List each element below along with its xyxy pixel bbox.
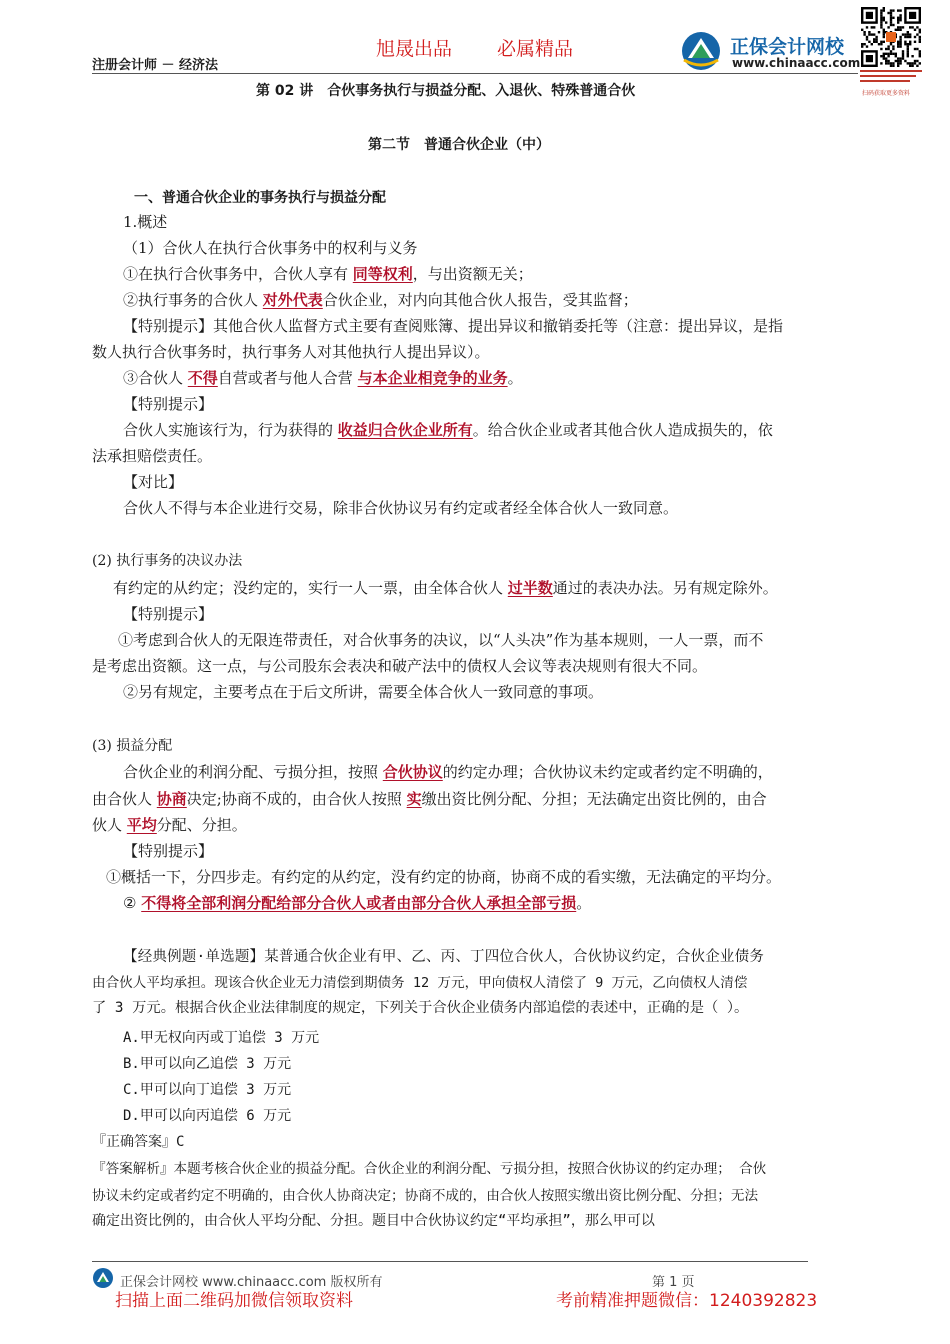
qr-caption: 扫码获取更多资料 xyxy=(862,90,911,97)
paragraph-6-line-3 xyxy=(92,815,247,835)
p3-mid: 自营或者与他人合营 xyxy=(217,369,358,387)
p2-emphasis: 对外代表 xyxy=(262,291,323,309)
compare-label: 【对比】 xyxy=(123,473,184,491)
tip3l2-post: 。 xyxy=(576,894,592,912)
p6l2-emphasis-1: 协商 xyxy=(156,790,187,808)
page-number: 第 1 页 xyxy=(652,1275,695,1290)
chinaacc-logo-icon xyxy=(678,30,724,72)
subheading-2: (2) 执行事务的决议办法 xyxy=(92,553,243,569)
header-rule xyxy=(92,73,858,74)
subheading-1: （1）合伙人在执行合伙事务中的权利与义务 xyxy=(123,239,418,257)
analysis-line-1: 『答案解析』本题考核合伙企业的损益分配。合伙企业的利润分配、亏损分担，按照合伙协议的约定办理； 合伙 xyxy=(92,1161,767,1177)
p6l2-pre: 由合伙人 xyxy=(92,790,157,808)
p1-post: ，与出资额无关； xyxy=(412,265,533,283)
example-line-2: 由合伙人平均承担。现该合伙企业无力清偿到期债务 12 万元，甲向债权人清偿了 9 万元，乙向债权人清偿 xyxy=(92,975,748,991)
option-d: D.甲可以向丙追偿 6 万元 xyxy=(123,1108,292,1124)
tip-2-label: 【特别提示】 xyxy=(123,605,214,623)
analysis-line-2: 协议未约定或者约定不明确的，由合伙人协商决定；协商不成的，由合伙人按照实缴出资比例分配、分担；无法 xyxy=(92,1188,759,1204)
slogan-right: 必属精品 xyxy=(497,38,574,60)
tip-label: 【特别提示】 xyxy=(123,395,214,413)
p3-pre: ③合伙人 xyxy=(123,369,188,387)
p3-emphasis-2: 与本企业相竞争的业务 xyxy=(357,369,508,387)
option-b: B.甲可以向乙追偿 3 万元 xyxy=(123,1056,292,1072)
p5-post: 通过的表决办法。另有规定除外。 xyxy=(552,579,778,597)
tip3l2-emphasis: 不得将全部利润分配给部分合伙人或者由部分合伙人承担全部亏损 xyxy=(141,894,577,912)
p6l2-emphasis-2: 实 xyxy=(406,790,422,808)
p1-pre: ①在执行合伙事务中，合伙人享有 xyxy=(123,265,353,283)
p1-emphasis: 同等权利 xyxy=(352,265,413,283)
p3-post: 。 xyxy=(507,369,523,387)
slogan-left: 旭晟出品 xyxy=(376,38,453,60)
paragraph-6 xyxy=(123,762,773,782)
p3-emphasis-1: 不得 xyxy=(187,369,218,387)
p2-post: 合伙企业，对内向其他合伙人报告，受其监督； xyxy=(322,291,638,309)
footer-copyright: 正保会计网校 www.chinaacc.com 版权所有 xyxy=(120,1275,383,1290)
p6l2-post: 缴出资比例分配、分担；无法确定出资比例的，由合 xyxy=(421,790,767,808)
p6-pre: 合伙企业的利润分配、亏损分担，按照 xyxy=(123,763,383,781)
qr-code-icon xyxy=(860,6,922,86)
paragraph-5 xyxy=(113,578,778,598)
paragraph-4 xyxy=(123,420,773,440)
tip-2-line-2: 是考虑出资额。这一点，与公司股东会表决和破产法中的债权人会议等表决规则有很大不同。 xyxy=(92,657,708,675)
logo-name xyxy=(730,32,844,59)
overview-label: 1.概述 xyxy=(123,213,168,231)
promo-right: 考前精准押题微信：1240392823 xyxy=(556,1291,818,1311)
tip-3-line-2 xyxy=(123,893,591,913)
paragraph-1 xyxy=(123,264,533,284)
p5-emphasis: 过半数 xyxy=(507,579,553,597)
section-title: 第二节 普通合伙企业（中） xyxy=(368,137,550,153)
example-line-1: 【经典例题·单选题】某普通合伙企业有甲、乙、丙、丁四位合伙人，合伙协议约定，合伙企业债务 xyxy=(123,949,765,965)
p6l2-mid: 决定;协商不成的，由合伙人按照 xyxy=(186,790,407,808)
tip-3-line-1: ①概括一下，分四步走。有约定的从约定，没有约定的协商，协商不成的看实缴，无法确定的平均分。 xyxy=(106,868,782,886)
promo-left: 扫描上面二维码加微信领取资料 xyxy=(115,1291,353,1311)
p4-pre: 合伙人实施该行为，行为获得的 xyxy=(123,421,338,439)
correct-answer: 『正确答案』C xyxy=(92,1134,185,1150)
p4-post: 。给合伙企业或者其他合伙人造成损失的，依 xyxy=(472,421,773,439)
p6-post: 的约定办理；合伙协议未约定或者约定不明确的， xyxy=(442,763,773,781)
paragraph-2 xyxy=(123,290,638,310)
p6l3-pre: 伙人 xyxy=(92,816,127,834)
tip3l2-pre: ② xyxy=(123,894,142,912)
subheading-3: (3) 损益分配 xyxy=(92,738,173,754)
example-line-3: 了 3 万元。根据合伙企业法律制度的规定，下列关于合伙企业债务内部追偿的表述中，正确的是（ ）。 xyxy=(92,1000,749,1016)
p5-pre: 有约定的从约定；没约定的，实行一人一票，由全体合伙人 xyxy=(113,579,508,597)
tip-2-line-3: ②另有规定，主要考点在于后文所讲，需要全体合伙人一致同意的事项。 xyxy=(123,683,604,701)
p6-emphasis: 合伙协议 xyxy=(382,763,443,781)
tip-1-line-2: 数人执行合伙事务时，执行事务人对其他执行人提出异议）。 xyxy=(92,343,490,361)
tip-2-line-1: ①考虑到合伙人的无限连带责任，对合伙事务的决议，以“人头决”作为基本规则，一人一票，而不 xyxy=(118,631,764,649)
paragraph-6-line-2 xyxy=(92,789,767,809)
option-a: A.甲无权向丙或丁追偿 3 万元 xyxy=(123,1030,320,1046)
logo-name-text: 正保会计网校 xyxy=(730,36,845,58)
tip-3-label: 【特别提示】 xyxy=(123,842,214,860)
footer-rule xyxy=(92,1261,808,1262)
paragraph-4-line-2: 法承担赔偿责任。 xyxy=(92,447,213,465)
compare-text: 合伙人不得与本企业进行交易，除非合伙协议另有约定或者经全体合伙人一致同意。 xyxy=(123,499,679,517)
p6l3-post: 分配、分担。 xyxy=(156,816,247,834)
p6l3-emphasis: 平均 xyxy=(126,816,157,834)
lecture-title: 第 02 讲 合伙事务执行与损益分配、入退伙、特殊普通合伙 xyxy=(256,83,636,99)
tip-1-line-1: 【特别提示】其他合伙人监督方式主要有查阅账簿、提出异议和撤销委托等（注意：提出异议，是指 xyxy=(123,317,784,335)
heading-1: 一、普通合伙企业的事务执行与损益分配 xyxy=(134,190,386,206)
analysis-line-3: 确定出资比例的，由合伙人平均分配、分担。题目中合伙协议约定“平均承担”，那么甲可以 xyxy=(92,1213,655,1229)
paragraph-3 xyxy=(123,368,523,388)
logo-url: www.chinaacc.com xyxy=(732,56,861,70)
document-subject: 注册会计师 － 经济法 xyxy=(92,58,219,73)
footer-logo-icon xyxy=(92,1267,114,1289)
p2-pre: ②执行事务的合伙人 xyxy=(123,291,263,309)
option-c: C.甲可以向丁追偿 3 万元 xyxy=(123,1082,292,1098)
p4-emphasis: 收益归合伙企业所有 xyxy=(337,421,473,439)
